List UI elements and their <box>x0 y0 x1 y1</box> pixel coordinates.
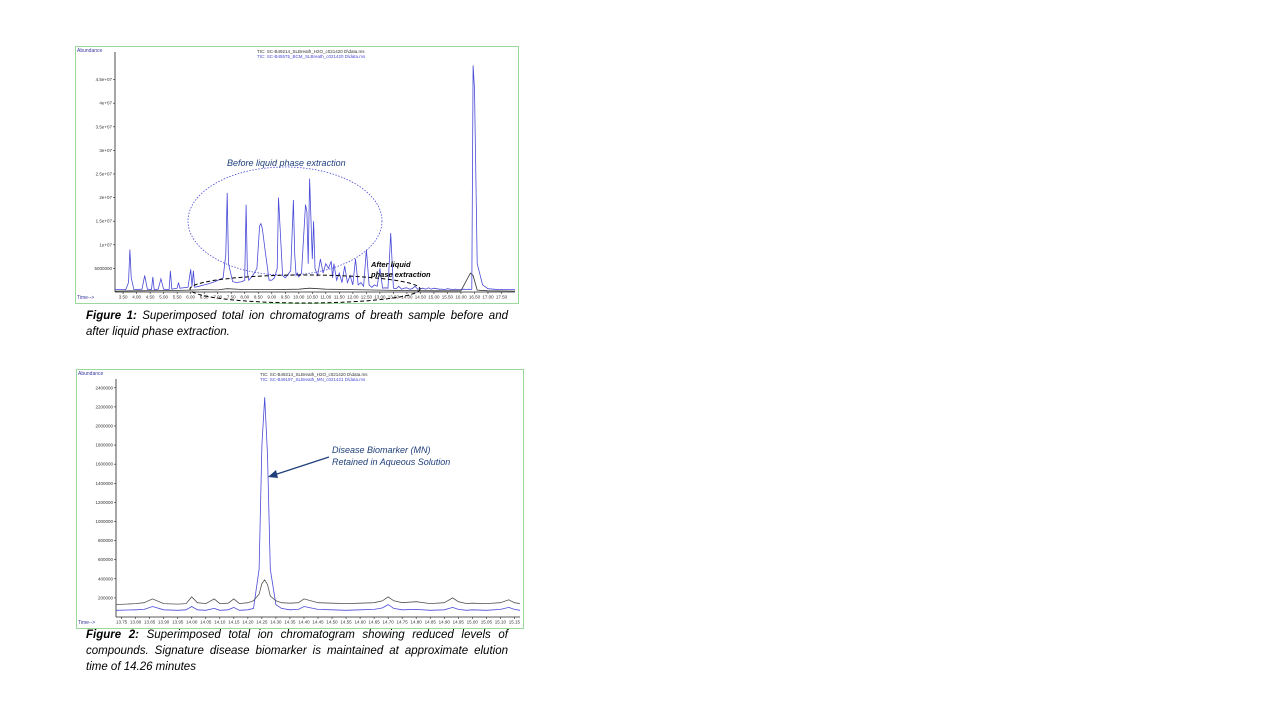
chart-frame <box>76 47 519 304</box>
legend-entry: TIC: SC-B45575_BCM_SLBreath_c021420 D\data.ms <box>257 54 366 59</box>
x-tick-label: 9.50 <box>280 294 290 300</box>
x-tick-label: 13.95 <box>172 619 184 625</box>
y-tick-label: 3.5e+07 <box>95 124 112 130</box>
x-tick-label: 14.30 <box>270 619 282 625</box>
y-tick-label: 400000 <box>97 576 113 582</box>
figure-2-caption-text: Superimposed total ion chromatogram showing reduced levels of compounds. Signature disease biomarker is maintained at approximate elution time of 14.26 minutes <box>86 629 508 673</box>
x-tick-label: 11.50 <box>333 294 345 300</box>
after-extraction-label-line: phase extraction <box>371 270 431 279</box>
x-tick-label: 5.50 <box>172 294 182 300</box>
x-axis-title: Time--> <box>78 620 96 626</box>
x-tick-label: 9.00 <box>267 294 277 300</box>
y-tick-label: 4.5e+07 <box>95 77 112 83</box>
x-tick-label: 17.00 <box>482 294 494 300</box>
x-tick-label: 12.50 <box>360 294 372 300</box>
y-tick-label: 2400000 <box>95 385 113 391</box>
x-tick-label: 13.75 <box>115 619 128 625</box>
x-tick-label: 14.00 <box>401 294 413 300</box>
y-tick-label: 2000000 <box>95 423 113 429</box>
x-tick-label: 14.65 <box>368 619 380 625</box>
y-tick-label: 1000000 <box>95 518 113 524</box>
x-tick-label: 14.85 <box>424 619 436 625</box>
y-tick-label: 1800000 <box>95 442 113 448</box>
x-tick-label: 15.00 <box>428 294 440 300</box>
x-tick-label: 15.50 <box>441 294 454 300</box>
x-tick-label: 14.10 <box>214 619 226 625</box>
y-tick-label: 600000 <box>97 557 113 563</box>
chromatogram-chart-2 <box>76 369 524 629</box>
x-tick-label: 14.50 <box>326 619 338 625</box>
x-tick-label: 17.50 <box>495 294 508 300</box>
x-tick-label: 14.40 <box>298 619 310 625</box>
x-tick-label: 14.60 <box>354 619 366 625</box>
biomarker-arrow-line <box>274 457 329 475</box>
y-tick-label: 1.5e+07 <box>95 218 112 224</box>
y-tick-label: 1600000 <box>95 461 113 467</box>
y-axis-title: Abundance <box>78 371 104 377</box>
x-tick-label: 14.70 <box>382 619 394 625</box>
legend-entry: TIC: SC-B49197_SLBreath_MN_c021421 D\data.ms <box>260 377 366 382</box>
figure-2-caption <box>86 627 508 675</box>
x-tick-label: 5.00 <box>159 294 169 300</box>
chromatogram-chart-1 <box>75 46 519 304</box>
x-tick-label: 14.35 <box>284 619 296 625</box>
y-tick-label: 2.5e+07 <box>95 171 112 177</box>
x-tick-label: 8.50 <box>253 294 263 300</box>
series-line-1 <box>116 580 520 605</box>
x-tick-label: 14.90 <box>438 619 450 625</box>
after-extraction-label <box>370 260 431 279</box>
x-tick-label: 16.50 <box>468 294 481 300</box>
x-tick-label: 14.45 <box>312 619 324 625</box>
x-tick-label: 14.20 <box>242 619 254 625</box>
x-tick-label: 13.50 <box>387 294 400 300</box>
x-tick-label: 13.80 <box>130 619 142 625</box>
x-tick-label: 13.90 <box>158 619 170 625</box>
y-axis-title: Abundance <box>77 48 103 54</box>
x-tick-label: 14.55 <box>340 619 352 625</box>
y-tick-label: 4e+07 <box>99 100 112 106</box>
figure-1-caption <box>86 308 508 340</box>
x-tick-label: 15.05 <box>480 619 492 625</box>
biomarker-annotation-line: Retained in Aqueous Solution <box>332 457 451 467</box>
y-tick-label: 200000 <box>97 595 113 601</box>
x-tick-label: 14.50 <box>414 294 427 300</box>
x-tick-label: 16.00 <box>455 294 467 300</box>
series-line-0 <box>116 397 520 610</box>
x-tick-label: 4.00 <box>132 294 142 300</box>
x-tick-label: 11.00 <box>320 294 332 300</box>
figure-1-caption-text: Superimposed total ion chromatograms of breath sample before and after liquid phase extraction. <box>86 310 508 338</box>
x-tick-label: 15.15 <box>508 619 521 625</box>
x-tick-label: 15.10 <box>494 619 506 625</box>
x-tick-label: 7.00 <box>213 294 223 300</box>
biomarker-annotation-line: Disease Biomarker (MN) <box>332 445 431 455</box>
y-tick-label: 5000000 <box>94 265 112 271</box>
x-tick-label: 10.00 <box>293 294 305 300</box>
x-tick-label: 14.80 <box>410 619 422 625</box>
x-tick-label: 10.50 <box>306 294 318 300</box>
figure-2-caption-label: Figure 2: <box>86 629 139 641</box>
y-tick-label: 1400000 <box>95 480 113 486</box>
x-tick-label: 14.95 <box>452 619 464 625</box>
legend-entry: TIC: SC-B49214_SLBreath_H2O_c021420 D\data.ms <box>260 372 368 377</box>
y-tick-label: 800000 <box>97 538 113 544</box>
x-tick-label: 13.85 <box>144 619 156 625</box>
x-tick-label: 4.50 <box>145 294 155 300</box>
biomarker-annotation <box>332 445 450 467</box>
y-tick-label: 2200000 <box>95 404 113 410</box>
biomarker-arrow-head <box>268 470 278 478</box>
figure-1-caption-label: Figure 1: <box>86 310 137 322</box>
x-tick-label: 14.00 <box>186 619 198 625</box>
legend-entry: TIC: SC-B49214_SLBreath_H2O_c021420 D\data.ms <box>257 49 365 54</box>
series-line-0 <box>115 65 515 289</box>
x-axis-title: Time--> <box>77 295 95 301</box>
after-extraction-label-line: After liquid <box>371 260 411 269</box>
y-tick-label: 1e+07 <box>99 242 112 248</box>
x-tick-label: 3.50 <box>118 294 128 300</box>
x-tick-label: 6.00 <box>186 294 196 300</box>
before-extraction-ellipse <box>188 167 382 275</box>
x-tick-label: 14.25 <box>256 619 268 625</box>
x-tick-label: 14.05 <box>200 619 212 625</box>
chart-frame <box>77 370 524 629</box>
x-tick-label: 6.50 <box>199 294 209 300</box>
before-extraction-label: Before liquid phase extraction <box>227 158 346 168</box>
x-tick-label: 13.00 <box>374 294 386 300</box>
x-tick-label: 12.00 <box>347 294 359 300</box>
y-tick-label: 2e+07 <box>99 195 112 201</box>
y-tick-label: 1200000 <box>95 499 113 505</box>
y-tick-label: 3e+07 <box>99 147 112 153</box>
x-tick-label: 8.00 <box>240 294 250 300</box>
x-tick-label: 14.75 <box>396 619 408 625</box>
x-tick-label: 15.00 <box>466 619 478 625</box>
x-tick-label: 14.15 <box>228 619 240 625</box>
x-tick-label: 7.50 <box>226 294 236 300</box>
